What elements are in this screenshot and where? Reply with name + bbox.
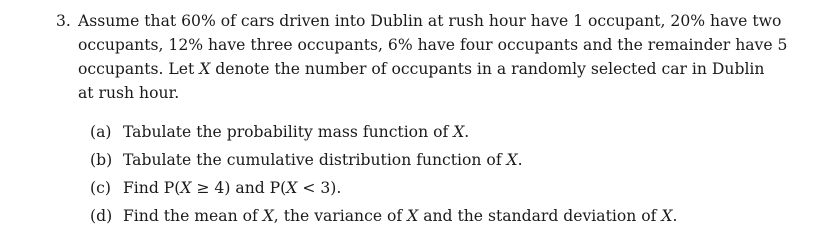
problem-text	[78, 9, 796, 105]
part-c	[90, 174, 677, 202]
part-b-text: Tabulate the cumulative distribution function of X.	[122, 151, 523, 169]
part-b-label: (b)	[90, 151, 113, 169]
part-c-label: (c)	[90, 179, 111, 197]
part-b	[90, 146, 677, 174]
problem-statement	[56, 9, 796, 105]
problem-line-3: occupants. Let X denote the number of occupants in a randomly selected car in Dublin	[78, 60, 765, 78]
part-d	[90, 202, 677, 230]
part-a	[90, 118, 677, 146]
problem-line-2: occupants, 12% have three occupants, 6% have four occupants and the remainder have 5	[78, 36, 788, 54]
problem-line-1: Assume that 60% of cars driven into Dublin at rush hour have 1 occupant, 20% have two	[78, 12, 782, 30]
part-a-text: Tabulate the probability mass function of X.	[122, 123, 470, 141]
problem-number: 3.	[56, 12, 71, 30]
part-c-text: Find P(X ≥ 4) and P(X < 3).	[122, 179, 342, 197]
part-d-text: Find the mean of X, the variance of X and the standard deviation of X.	[122, 207, 678, 225]
part-d-label: (d)	[90, 207, 113, 225]
problem-stem	[56, 9, 796, 105]
problem-line-4: at rush hour.	[78, 84, 180, 102]
part-a-label: (a)	[90, 123, 112, 141]
problem-parts	[90, 118, 677, 230]
